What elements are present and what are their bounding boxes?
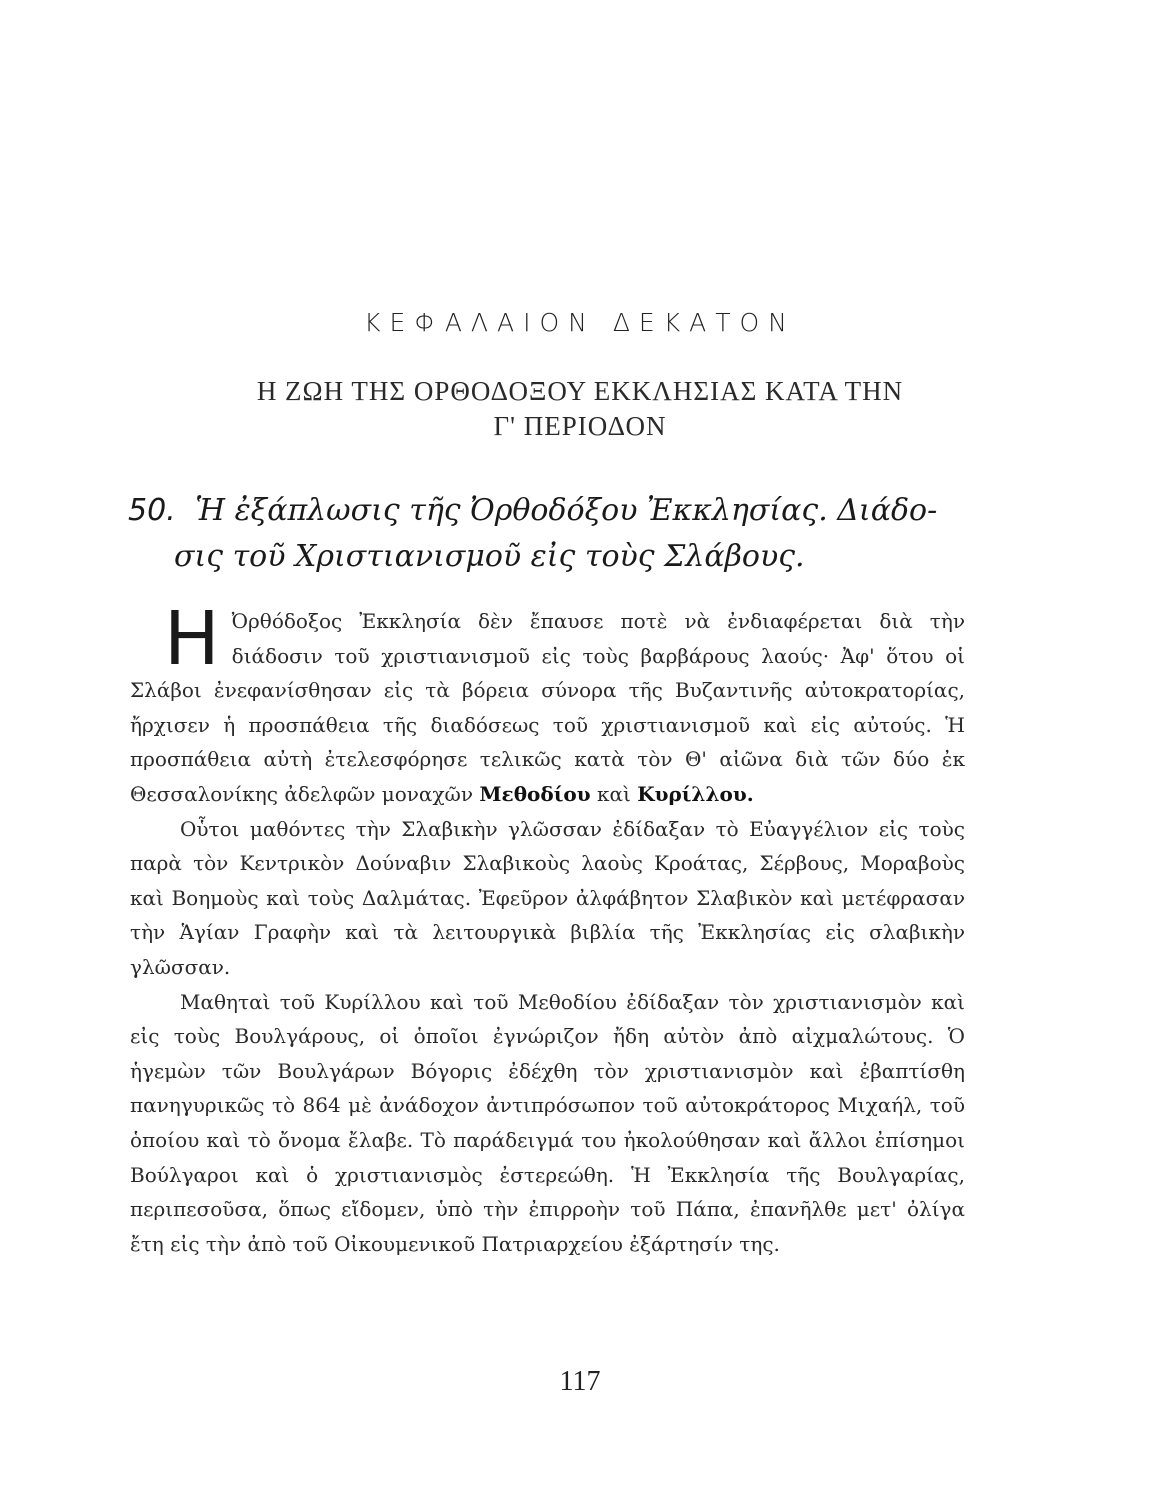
body-text — [130, 596, 965, 1261]
chapter-title — [0, 374, 1160, 444]
drop-cap: Η — [164, 596, 220, 682]
paragraph-1 — [130, 596, 965, 812]
section-number: 50. — [128, 493, 176, 528]
conjunction: καὶ — [596, 781, 631, 806]
chapter-title-line1: Η ΖΩΗ ΤΗΣ ΟΡΘΟΔΟΞΟΥ ΕΚΚΛΗΣΙΑΣ ΚΑΤΑ ΤΗΝ — [256, 376, 904, 406]
section-heading-line1: Ἡ ἐξάπλωσις τῆς Ὀρθοδόξου Ἐκκλησίας. Διάδο- — [195, 493, 938, 528]
paragraph-3: Μαθηταὶ τοῦ Κυρίλλου καὶ τοῦ Μεθοδίου ἐδίδαξαν τὸν χριστιανισμὸν καὶ εἰς τοὺς Βουλγάρους, οἱ ὁποῖοι ἐγνώριζον ἤδη αὐτὸν ἀπὸ αἰχμαλώτους. Ὁ ἡγεμὼν τῶν Βουλγάρων Βόγορις ἐδέχθη τὸν χριστιανισμὸν καὶ ἐβαπτίσθη πανηγυρικῶς τὸ 864 μὲ ἀνάδοχον ἀντιπρόσωπον τοῦ αὐτοκράτορος Μιχαήλ, τοῦ ὁποίου καὶ τὸ ὄνομα ἔλαβε. Τὸ παράδειγμά του ἠκολούθησαν καὶ ἄλλοι ἐπίσημοι Βούλγαροι καὶ ὁ χριστιανισμὸς ἐστερεώθη. Ἡ Ἐκκλησία τῆς Βουλγαρίας, περιπεσοῦσα, ὅπως εἴδομεν, ὑπὸ τὴν ἐπιρροὴν τοῦ Πάπα, ἐπανῆλθε μετ' ὀλίγα ἔτη εἰς τὴν ἀπὸ τοῦ Οἰκουμενικοῦ Πατριαρχείου ἐξάρτησίν της. — [130, 989, 965, 1256]
name-methodios: Μεθοδίου — [479, 781, 591, 806]
page-number: 117 — [559, 1366, 601, 1397]
paragraph-1-text: Ὀρθόδοξος Ἐκκλησία δὲν ἔπαυσε ποτὲ νὰ ἐνδιαφέρεται διὰ τὴν διάδοσιν τοῦ χριστιανισμοῦ εἰς τοὺς βαρβάρους λαούς· Ἀφ' ὅτου οἱ Σλάβοι ἐνεφανίσθησαν εἰς τὰ βόρεια σύνορα τῆς Βυζαντινῆς αὐτοκρατορίας, ἤρχισεν ἡ προσπάθεια τῆς διαδόσεως τοῦ χριστιανισμοῦ καὶ εἰς αὐτούς. Ἡ προσπάθεια αὐτὴ ἐτελεσφόρησε τελικῶς κατὰ τὸν Θ' αἰῶνα διὰ τῶν δύο ἐκ Θεσσαλονίκης ἀδελφῶν μοναχῶν — [130, 609, 965, 806]
section-heading — [128, 488, 968, 580]
chapter-label: ΚΕΦΑΛΑΙΟΝ ΔΕΚΑΤΟΝ — [364, 308, 796, 337]
section-heading-line2: σις τοῦ Χριστιανισμοῦ εἰς τοὺς Σλάβους. — [174, 539, 805, 574]
name-kyrillos: Κυρίλλου. — [637, 781, 754, 806]
chapter-title-line2: Γ' ΠΕΡΙΟΔΟΝ — [493, 411, 667, 441]
paragraph-2: Οὗτοι μαθόντες τὴν Σλαβικὴν γλῶσσαν ἐδίδαξαν τὸ Εὐαγγέλιον εἰς τοὺς παρὰ τὸν Κεντρικὸν Δούναβιν Σλαβικοὺς λαοὺς Κροάτας, Σέρβους, Μοραβοὺς καὶ Βοημοὺς καὶ τοὺς Δαλμάτας. Ἐφεῦρον ἀλφάβητον Σλαβικὸν καὶ μετέφρασαν τὴν Ἁγίαν Γραφὴν καὶ τὰ λειτουργικὰ βιβλία τῆς Ἐκκλησίας εἰς σλαβικὴν γλῶσσαν. — [130, 816, 965, 979]
